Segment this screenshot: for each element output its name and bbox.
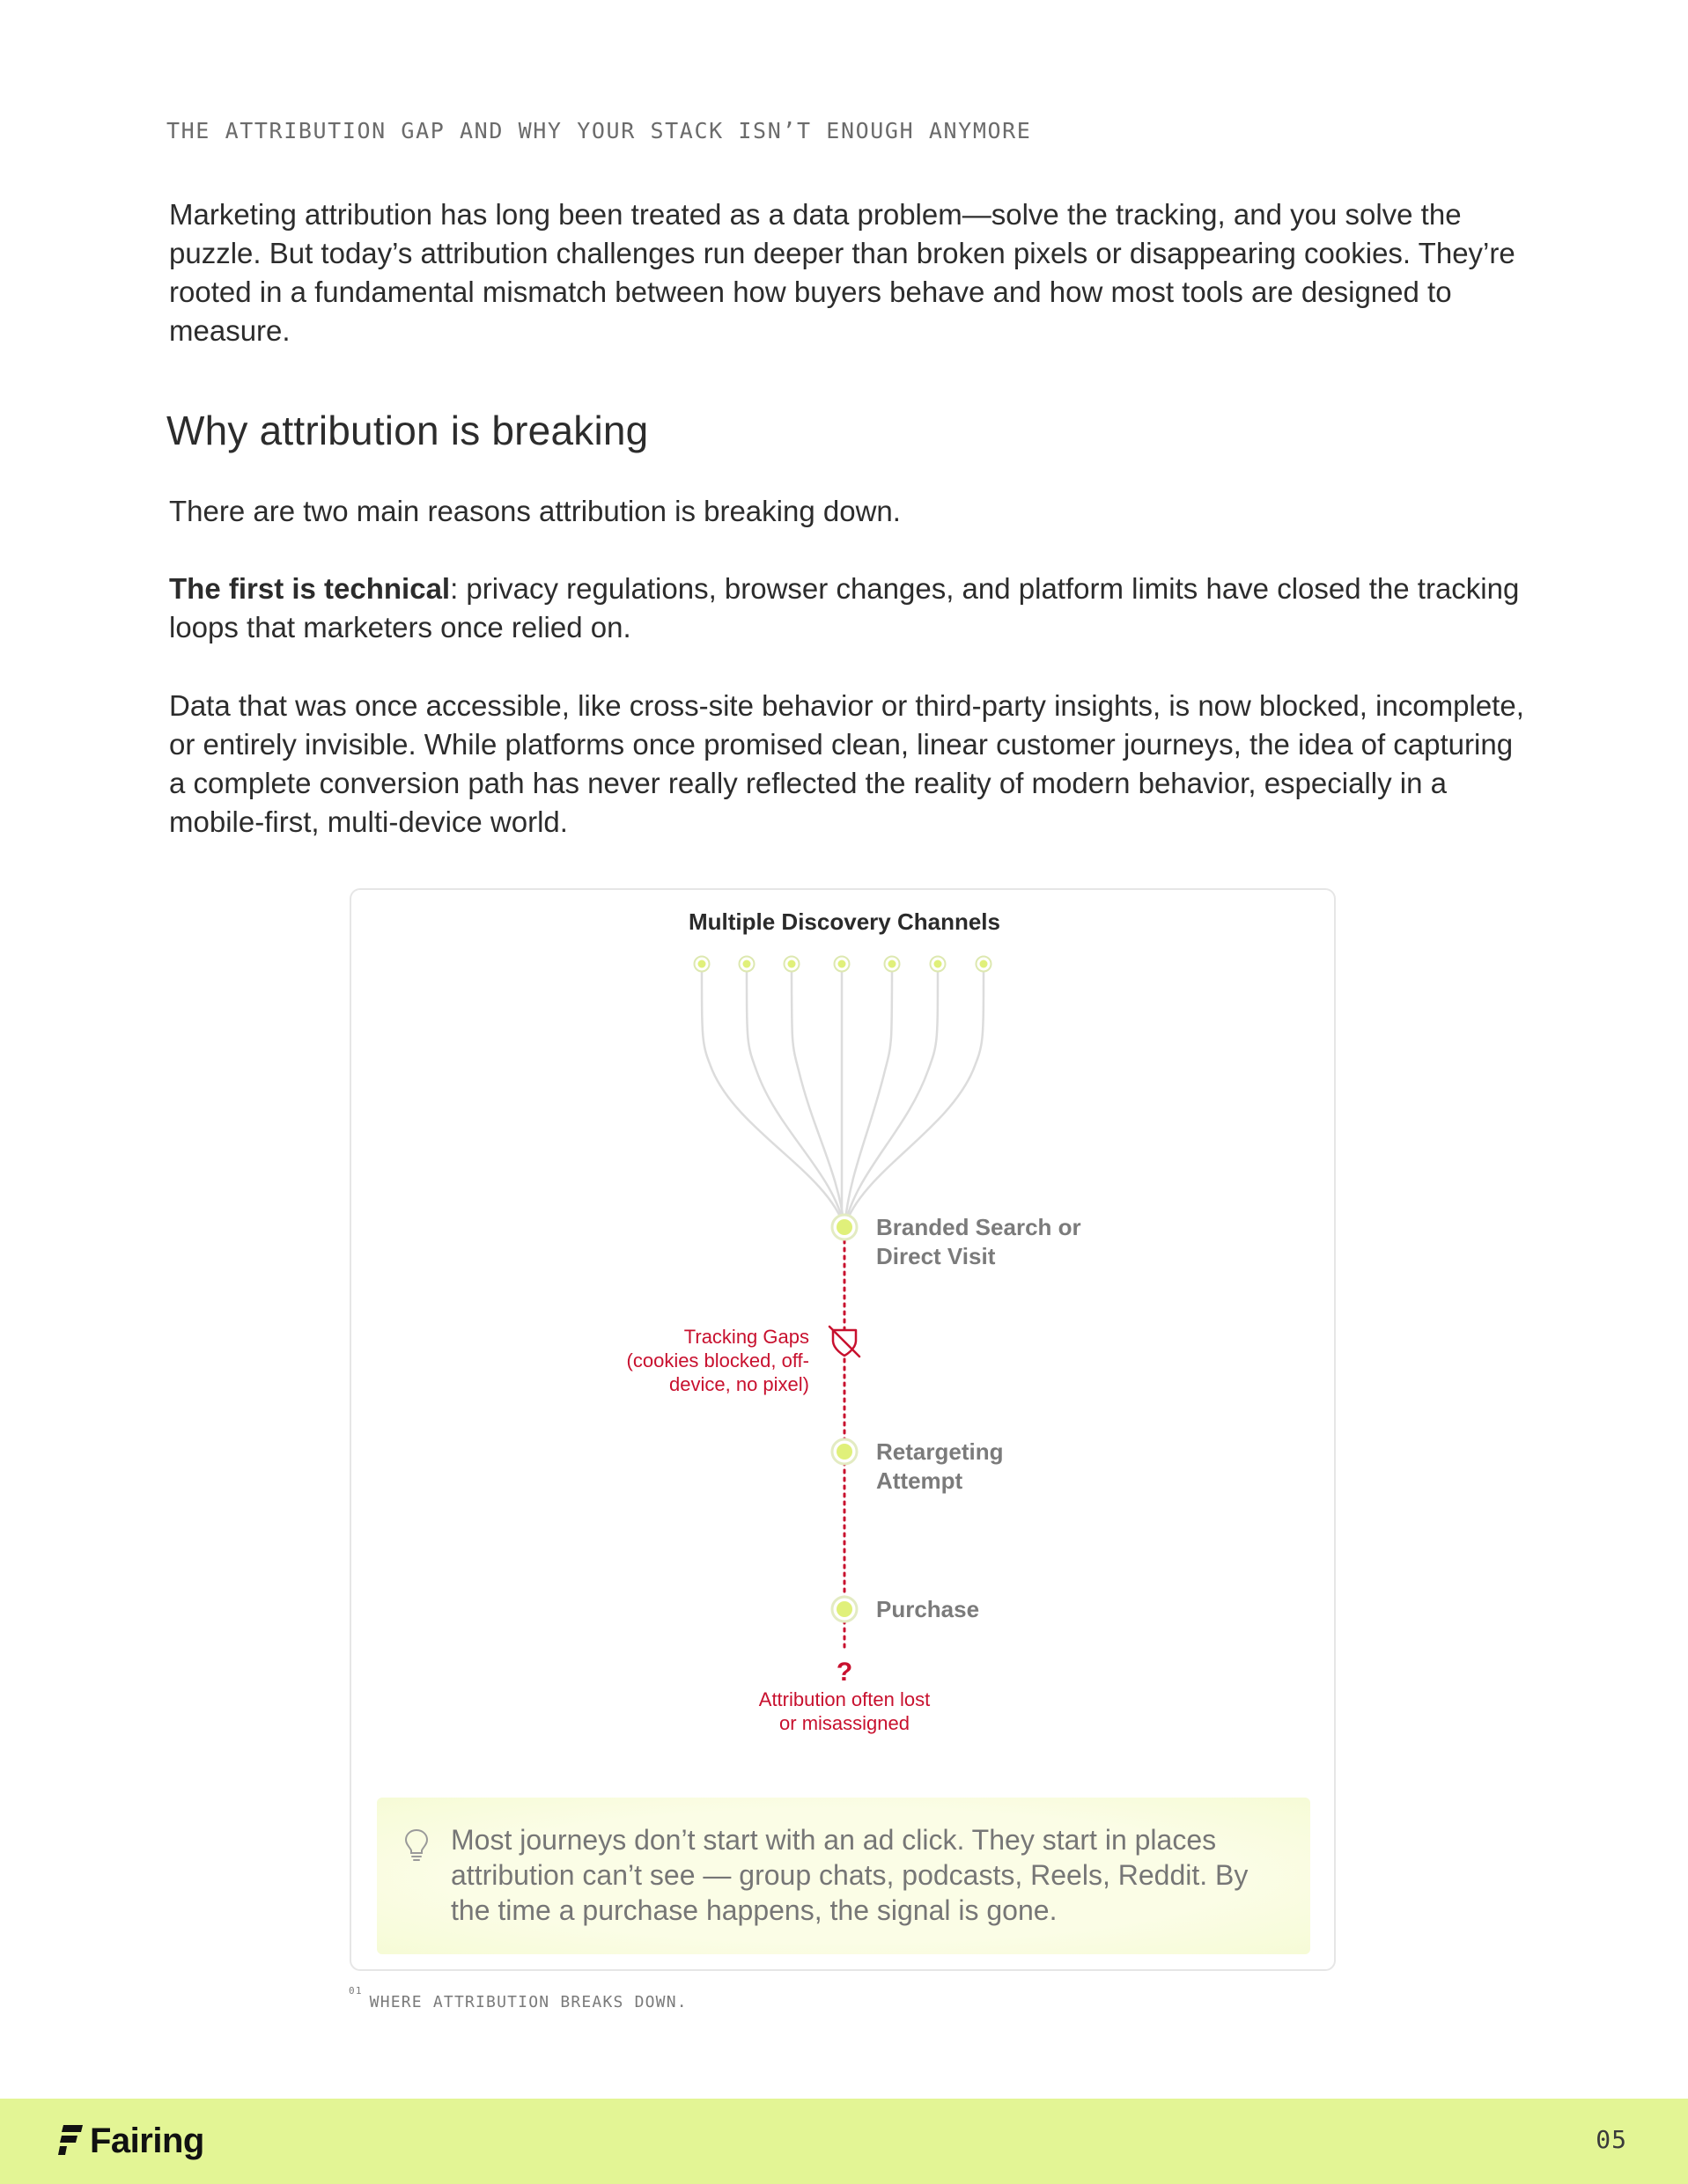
paragraph-technical	[169, 570, 1525, 647]
node-label-purchase: Purchase	[876, 1596, 980, 1622]
attribution-lost-label-line2: or misassigned	[779, 1712, 910, 1734]
attribution-lost-label-line1: Attribution often lost	[758, 1688, 931, 1710]
paragraph-data-blocked: Data that was once accessible, like cross-site behavior or third-party insights, is now blocked, incomplete, or entirely invisible. While platforms once promised clean, linear customer journeys, the idea of capturing a complete conversion path has never really reflected the reality of modern behavior, especially in a mobile-first, multi-device world.	[169, 689, 1524, 838]
channel-node	[740, 957, 755, 972]
channel-node	[885, 957, 900, 972]
figure-caption-text: WHERE ATTRIBUTION BREAKS DOWN.	[369, 1993, 688, 2011]
page-footer	[0, 2099, 1688, 2184]
paragraph-two-reasons: There are two main reasons attribution is breaking down.	[169, 495, 901, 527]
channel-path	[747, 964, 844, 1227]
node-label-retargeting-line1: Retargeting	[876, 1438, 1004, 1465]
fairing-logo-mark-icon	[58, 2121, 85, 2157]
tracking-gap-label-line3: device, no pixel)	[669, 1373, 809, 1395]
diagram-title: Multiple Discovery Channels	[689, 908, 1000, 935]
tracking-gap-label-line2: (cookies blocked, off-	[626, 1349, 809, 1371]
section-kicker: THE ATTRIBUTION GAP AND WHY YOUR STACK ISN’T ENOUGH ANYMORE	[166, 118, 1032, 143]
channel-node	[835, 957, 850, 972]
channel-node	[785, 957, 800, 972]
unknown-attribution-mark: ?	[836, 1658, 853, 1687]
channel-paths	[702, 964, 984, 1227]
channel-path	[844, 964, 984, 1227]
intro-paragraph: Marketing attribution has long been treated as a data problem—solve the tracking, and you solve the puzzle. But today’s attribution challenges run deeper than broken pixels or disappearing cookies. They’re rooted in a fundamental mismatch between how buyers behave and how most tools are designed to measure.	[169, 198, 1515, 347]
channel-node	[931, 957, 946, 972]
page-number: 05	[1596, 2125, 1627, 2154]
section-heading: Why attribution is breaking	[166, 408, 649, 453]
callout-text: Most journeys don’t start with an ad click. They start in places attribution can’t see — group chats, podcasts, Reels, Reddit. By the time a purchase happens, the signal is gone.	[451, 1824, 1249, 1926]
brand-name: Fairing	[90, 2121, 204, 2160]
journey-node-purchase	[832, 1597, 857, 1621]
node-label-branded-search-line2: Direct Visit	[876, 1243, 996, 1269]
channel-nodes	[695, 957, 991, 972]
node-label-branded-search-line1: Branded Search or	[876, 1214, 1081, 1240]
journey-node-retargeting	[832, 1439, 857, 1464]
node-label-retargeting-line2: Attempt	[876, 1467, 963, 1494]
insight-callout	[377, 1798, 1310, 1954]
tracking-gap-label-line1: Tracking Gaps	[683, 1326, 809, 1348]
crossed-shield-icon	[829, 1327, 859, 1357]
figure-caption	[349, 1985, 688, 2011]
lightbulb-icon	[403, 1827, 430, 1863]
channel-node	[977, 957, 991, 972]
paragraph-technical-lead: The first is technical	[169, 572, 451, 605]
channel-node	[695, 957, 710, 972]
channel-path	[702, 964, 844, 1227]
figure-number: 01	[349, 1985, 363, 1996]
paragraph-technical-rest: : privacy regulations, browser changes, and platform limits have closed the tracking loops that marketers once relied on.	[169, 572, 1520, 643]
channel-path	[792, 964, 844, 1227]
journey-node-branded-search	[832, 1215, 857, 1239]
